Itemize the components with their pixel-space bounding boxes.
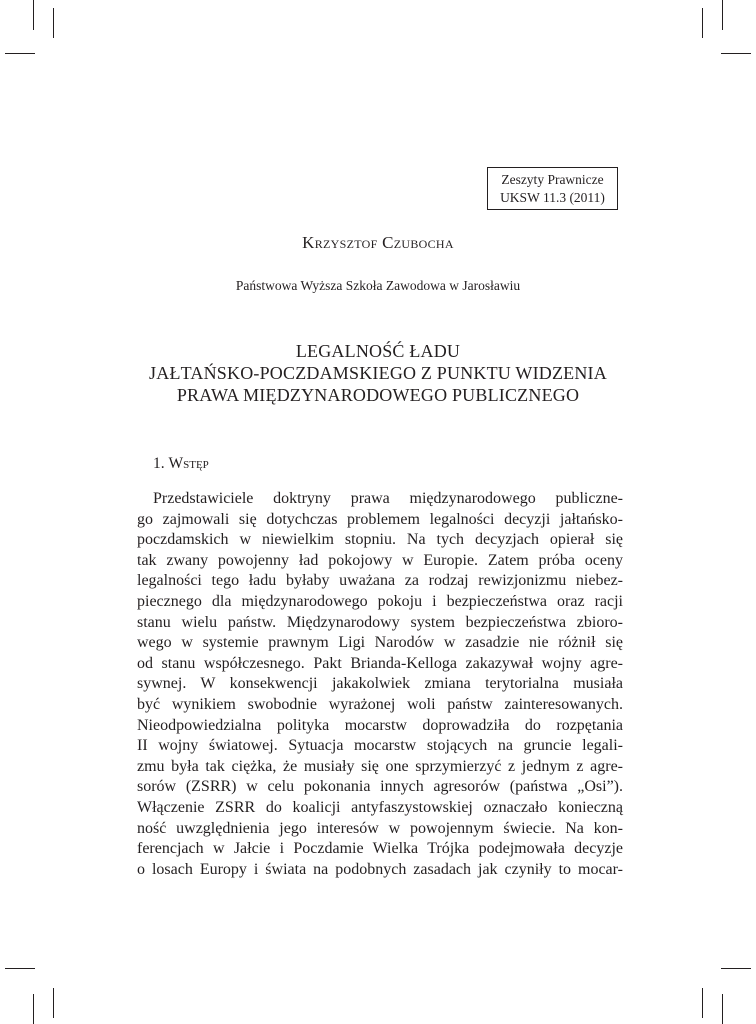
crop-mark-top-right-v2 [702,8,703,38]
crop-mark-top-left-v1 [33,0,34,30]
body-line: stanu wielu państw. Międzynarodowy system bezpieczeństwa zbioro- [137,613,623,631]
body-line: o losach Europy i świata na podobnych zasadach jak czyniły to mocar- [137,860,623,878]
title-line: JAŁTAŃSKO-POCZDAMSKIEGO Z PUNKTU WIDZENIA [149,363,607,383]
body-line: sorów (ZSRR) w celu pokonania innych agresorów (państwa „Osi”). [137,778,623,796]
body-line: ferencjach w Jałcie i Poczdamie Wielka Trójka podejmowała decyzje [137,840,623,858]
section-heading [153,455,209,473]
body-line: Przedstawiciele doktryny prawa międzynarodowego publiczne- [153,490,623,507]
crop-mark-top-right-v1 [722,0,723,30]
body-line: poczdamskich w niewielkim stopniu. Na tych decyzjach opierał się [137,531,623,549]
body-line: wego w systemie prawnym Ligi Narodów w zasadzie nie różnił się [137,634,623,652]
title-line: PRAWA MIĘDZYNARODOWEGO PUBLICZNEGO [176,385,580,405]
section-title: Wstęp [168,455,209,472]
author-name: Krzysztof Czubocha [302,233,454,252]
author-affiliation: Państwowa Wyższa Szkoła Zawodowa w Jarosławiu [235,278,521,293]
crop-mark-bottom-right-h [721,968,751,969]
article-title [0,340,756,406]
body-paragraph [137,489,623,880]
journal-reference-box [487,167,618,210]
body-line: od stanu współczesnego. Pakt Brianda-Kelloga zakazywał wojny agre- [137,654,623,672]
body-line: piecznego dla międzynarodowego pokoju i bezpieczeństwa oraz racji [137,592,623,610]
crop-mark-bottom-left-v2 [53,988,54,1018]
body-line: Włączenie ZSRR do koalicji antyfaszystowskiej oznaczało konieczną [137,798,623,816]
body-line: być wynikiem swobodnie wyrażonej woli państw zainteresowanych. [137,695,623,713]
body-line: tak zwany powojenny ład pokojowy w Europie. Zatem próba oceny [137,551,623,569]
body-line: ność uwzględnienia jego interesów w powojennym świecie. Na kon- [137,819,623,837]
crop-mark-bottom-right-v1 [722,994,723,1024]
title-line: LEGALNOŚĆ ŁADU [295,341,461,361]
crop-mark-bottom-left-h [5,968,35,969]
journal-name: Zeszyty Prawnicze [501,172,604,187]
body-line: zmu była tak ciężka, że musiały się one sprzymierzyć z jednym z agre- [137,757,623,775]
body-line: go zajmowali się dotychczas problemem legalności decyzji jałtańsko- [137,510,623,528]
body-line: Nieodpowiedzialna polityka mocarstw doprowadziła do rozpętania [137,716,623,734]
body-line: legalności tego ładu byłaby uważana za rodzaj rewizjonizmu niebez- [137,572,623,590]
crop-mark-top-left-h [5,53,35,54]
body-line: II wojny światowej. Sytuacja mocarstw stojących na gruncie legali- [137,737,623,755]
crop-mark-top-right-h [721,53,751,54]
body-line: sywnej. W konsekwencji jakakolwiek zmiana terytorialna musiała [137,675,623,693]
crop-mark-bottom-right-v2 [702,988,703,1018]
journal-issue: UKSW 11.3 (2011) [500,190,605,205]
crop-mark-bottom-left-v1 [33,994,34,1024]
crop-mark-top-left-v2 [53,8,54,38]
section-number: 1. [153,455,165,472]
